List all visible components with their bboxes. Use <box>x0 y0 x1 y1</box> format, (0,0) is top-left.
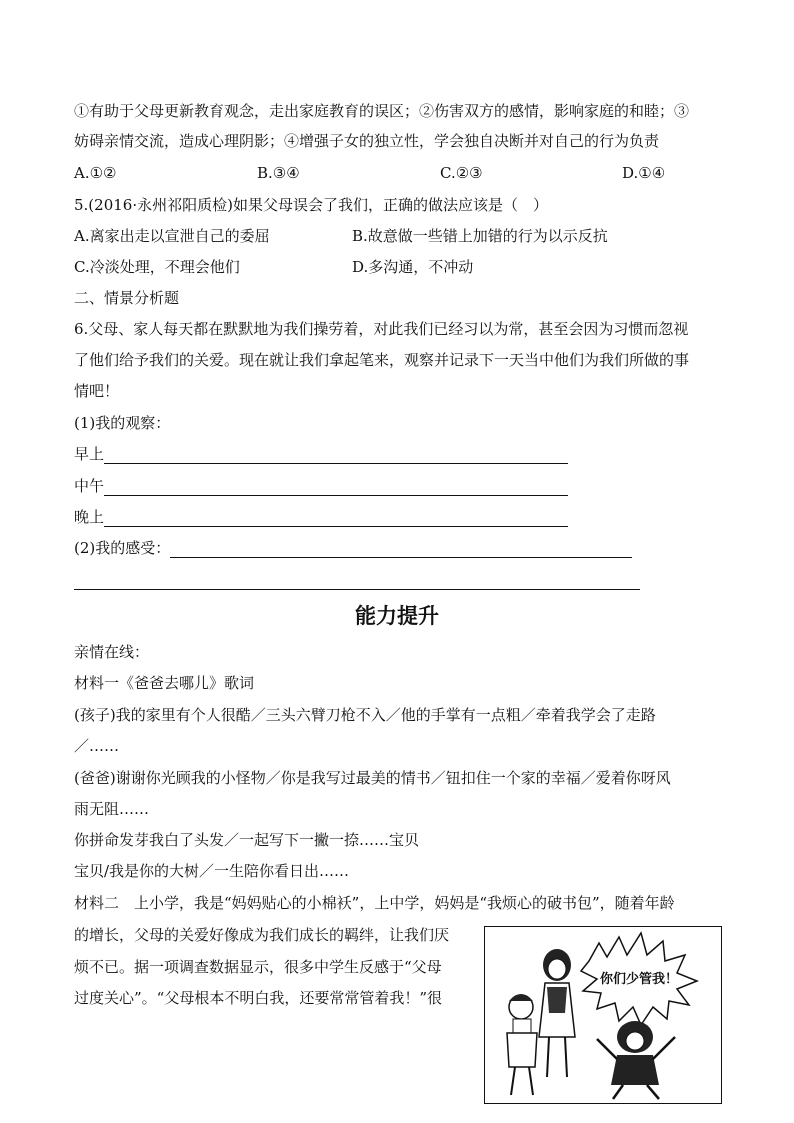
morning-label: 早上 <box>74 445 105 463</box>
material2-line3: 烦不已。据一项调查数据显示，很多中学生反感于“父母 <box>74 958 442 976</box>
lyrics-line4: 宝贝/我是你的大树／一生陪你看日出…… <box>74 862 350 880</box>
q4-option-d: D.①④ <box>622 164 666 182</box>
father-figure <box>507 994 537 1095</box>
lyrics-child-line2: ／…… <box>74 737 120 755</box>
lyrics-dad-line1: (爸爸)谢谢你光顾我的小怪物／你是我写过最美的情书／钮扣住一个家的幸福／爱着你呀风 <box>74 769 671 787</box>
section2-heading: 二、情景分析题 <box>74 289 180 307</box>
section-title: 能力提升 <box>355 604 439 628</box>
q4-statements-line2: 妨碍亲情交流，造成心理阴影；④增强子女的独立性，学会独自决断并对自己的行为负责 <box>74 132 660 150</box>
evening-label: 晚上 <box>74 508 105 526</box>
material2-line2: 的增长，父母的关爱好像成为我们成长的羁绊，让我们厌 <box>74 926 450 944</box>
noon-answer-line[interactable] <box>104 478 568 496</box>
cartoon-illustration <box>484 926 722 1104</box>
q6-sub1: (1)我的观察： <box>74 414 171 432</box>
q5-option-d: D.多沟通，不冲动 <box>352 258 474 276</box>
q5-option-a: A.离家出走以宣泄自己的委屈 <box>74 227 270 245</box>
evening-answer-line[interactable] <box>104 509 568 527</box>
lyrics-dad-line2: 雨无阻…… <box>74 800 150 818</box>
lyrics-line3: 你拼命发芽我白了头发／一起写下一撇一捺……宝贝 <box>74 831 420 849</box>
noon-row <box>74 476 568 496</box>
material2-line4: 过度关心”。“父母根本不明白我，还要常常管着我！”很 <box>74 989 443 1007</box>
material1-title: 材料一《爸爸去哪儿》歌词 <box>74 674 255 692</box>
lyrics-child-line1: (孩子)我的家里有个人很酷／三头六臂刀枪不入／他的手掌有一点粗／牵着我学会了走路 <box>74 706 656 724</box>
feeling-row <box>74 538 632 558</box>
morning-answer-line[interactable] <box>104 446 568 464</box>
child-figure <box>597 1021 675 1099</box>
q4-option-b: B.③④ <box>257 164 300 182</box>
q4-statements-line1: ①有助于父母更新教育观念，走出家庭教育的误区；②伤害双方的感情，影响家庭的和睦；③ <box>74 102 690 120</box>
q4-option-c: C.②③ <box>440 164 483 182</box>
feeling-answer-line2[interactable] <box>74 572 640 590</box>
feeling-label: (2)我的感受： <box>74 539 171 557</box>
morning-row <box>74 444 568 464</box>
noon-label: 中午 <box>74 477 105 495</box>
q5-option-c: C.冷淡处理，不理会他们 <box>74 258 240 276</box>
speech-bubble-text: 你们少管我！ <box>599 972 679 987</box>
material2-line1: 材料二 上小学，我是“妈妈贴心的小棉袄”，上中学，妈妈是“我烦心的破书包”，随着年龄 <box>74 894 675 912</box>
feeling-row2 <box>74 570 640 590</box>
evening-row <box>74 507 568 527</box>
q5-stem: 5.(2016·永州祁阳质检)如果父母误会了我们，正确的做法应该是（ ） <box>74 196 548 214</box>
q6-line1: 6.父母、家人每天都在默默地为我们操劳着，对此我们已经习以为常，甚至会因为习惯而忽视 <box>74 320 689 338</box>
q4-option-a: A.①② <box>74 164 117 182</box>
q6-line3: 情吧！ <box>74 382 120 400</box>
q6-line2: 了他们给予我们的关爱。现在就让我们拿起笔来，观察并记录下一天当中他们为我们所做的事 <box>74 351 690 369</box>
q5-option-b: B.故意做一些错上加错的行为以示反抗 <box>352 227 608 245</box>
intro-label: 亲情在线： <box>74 643 150 661</box>
mother-figure <box>539 949 575 1077</box>
feeling-answer-line[interactable] <box>170 540 632 558</box>
cartoon-drawing <box>485 927 721 1103</box>
